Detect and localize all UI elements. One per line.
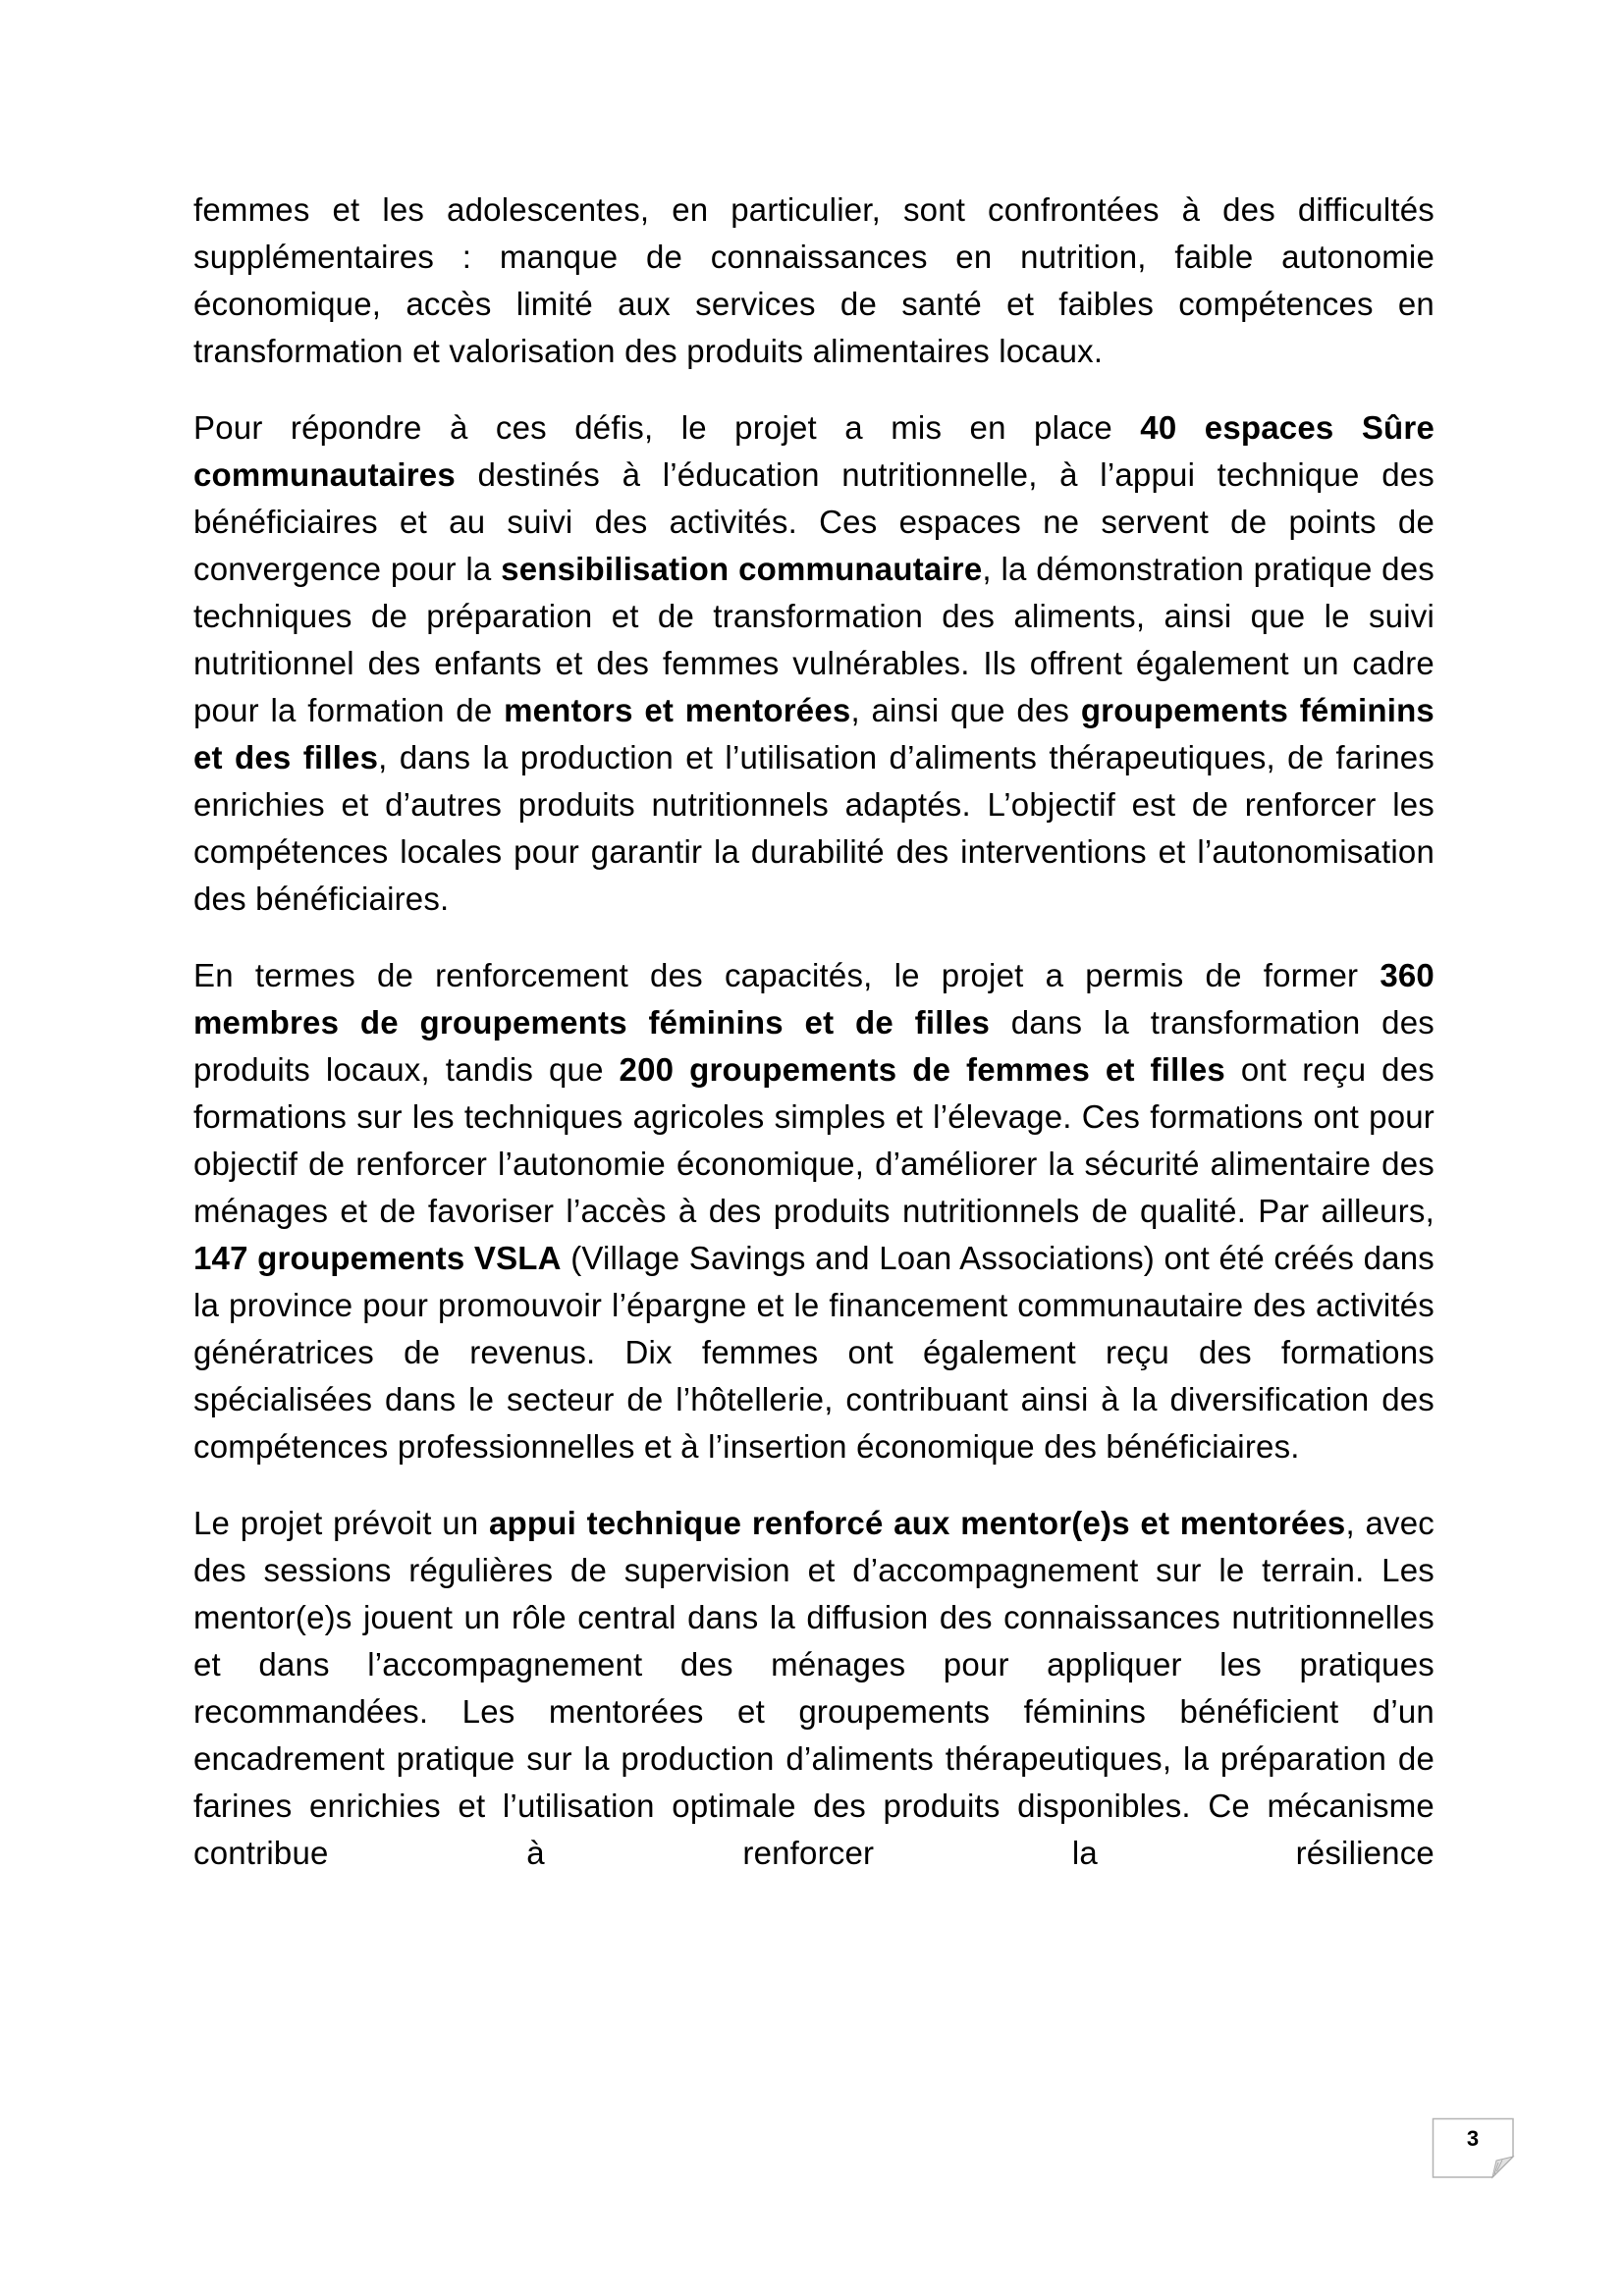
bold-text-run: mentors et mentorées: [504, 692, 851, 728]
text-run: , dans la production et l’utilisation d’aliments thérapeutiques, de farines enrichies et d’autres produits nutritionnels adaptés. L’objectif est de renforcer les compétences locales pour garantir la durabilité des interventions et l’autonomisation des bénéficiaires.: [193, 739, 1435, 917]
paragraph-renforcement-capacites: [193, 952, 1435, 1470]
bold-text-run: sensibilisation communautaire: [501, 551, 983, 587]
bold-text-run: 360 membres de groupements féminins et de filles: [193, 957, 1435, 1041]
text-run: En termes de renforcement des capacités, le projet a permis de former: [193, 957, 1380, 993]
text-run: femmes et les adolescentes, en particulier, sont confrontées à des difficultés supplémentaires : manque de connaissances en nutrition, faible autonomie économique, accès limité aux services de santé et faibles compétences en transformation et valorisation des produits alimentaires locaux.: [193, 191, 1435, 369]
text-run: dans la transformation des produits locaux, tandis que: [193, 1004, 1435, 1088]
page-number-box: [1432, 2117, 1516, 2180]
text-run: , ainsi que des: [850, 692, 1081, 728]
paragraph-espaces-surs: [193, 404, 1435, 923]
text-run: Le projet prévoit un: [193, 1505, 489, 1541]
text-run: , la démonstration pratique des techniques de préparation et de transformation des aliments, ainsi que le suivi nutritionnel des enfants et des femmes vulnérables. Ils offrent également un cadre pour la formation de: [193, 551, 1435, 728]
text-run: (Village Savings and Loan Associations) ont été créés dans la province pour promouvoir l’épargne et le financement communautaire des activités génératrices de revenus. Dix femmes ont également reçu des formations spécialisées dans le secteur de l’hôtellerie, contribuant ainsi à la diversification des compétences professionnelles et à l’insertion économique des bénéficiaires.: [193, 1240, 1435, 1465]
page-number-value: 3: [1466, 2126, 1480, 2151]
text-run: Pour répondre à ces défis, le projet a mis en place: [193, 409, 1141, 446]
text-run: , avec des sessions régulières de supervision et d’accompagnement sur le terrain. Les mentor(e)s jouent un rôle central dans la diffusion des connaissances nutritionnelles et dans l’accompagnement des ménages pour appliquer les pratiques recommandées. Les mentorées et groupements féminins bénéficient d’un encadrement pratique sur la production d’aliments thérapeutiques, la préparation de farines enrichies et l’utilisation optimale des produits disponibles. Ce mécanisme contribue à renforcer la résilience: [193, 1505, 1435, 1871]
text-run: destinés à l’éducation nutritionnelle, à l’appui technique des bénéficiaires et au suivi des activités. Ces espaces ne servent de points de convergence pour la: [193, 456, 1435, 587]
bold-text-run: 200 groupements de femmes et filles: [619, 1051, 1225, 1088]
paragraph-challenges: [193, 187, 1435, 375]
bold-text-run: appui technique renforcé aux mentor(e)s et mentorées: [488, 1505, 1346, 1541]
paragraph-appui-technique: [193, 1500, 1435, 1877]
bold-text-run: 147 groupements VSLA: [193, 1240, 562, 1276]
text-run: ont reçu des formations sur les techniques agricoles simples et l’élevage. Ces formations ont pour objectif de renforcer l’autonomie économique, d’améliorer la sécurité alimentaire des ménages et de favoriser l’accès à des produits nutritionnels de qualité. Par ailleurs,: [193, 1051, 1435, 1229]
bold-text-run: 40 espaces Sûre communautaires: [193, 409, 1435, 493]
body-text: [193, 187, 1435, 1906]
bold-text-run: groupements féminins et des filles: [193, 692, 1435, 775]
